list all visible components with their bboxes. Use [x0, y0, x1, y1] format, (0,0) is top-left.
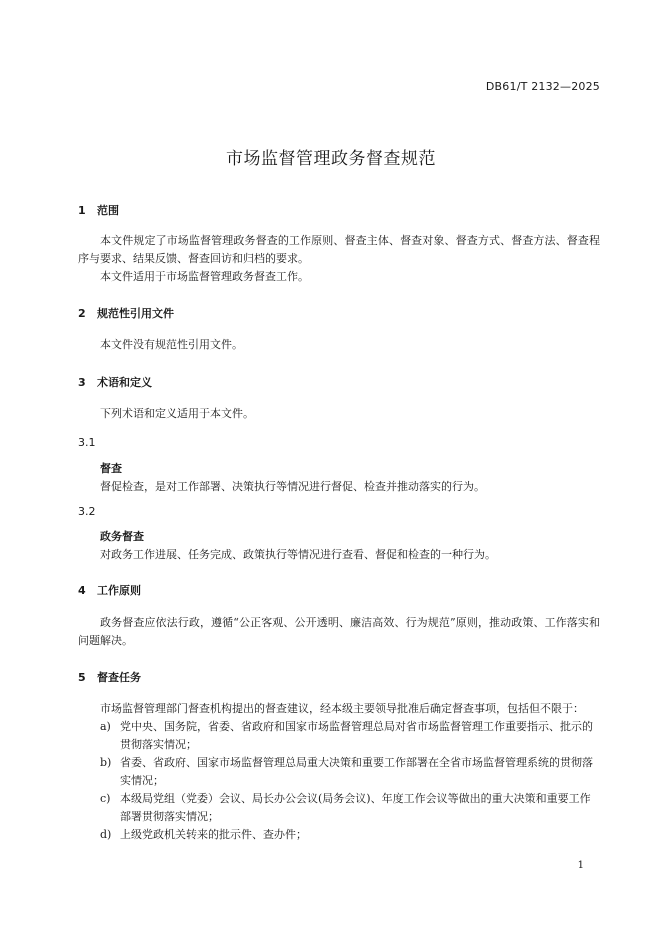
section-number: 1 [78, 204, 86, 217]
section-title: 术语和定义 [97, 376, 152, 389]
clause-3-1-term: 督查 [100, 462, 122, 475]
list-item-text: 党中央、国务院，省委、省政府和国家市场监督管理总局对省市场监督管理工作重要指示、批示的贯彻落实情况； [120, 720, 593, 751]
clause-3-2-definition: 对政务工作进展、任务完成、政策执行等情况进行查看、督促和检查的一种行为。 [100, 548, 496, 561]
section-title: 范围 [97, 204, 119, 217]
section-2-heading [78, 305, 174, 321]
section-3-paragraph-1: 下列术语和定义适用于本文件。 [100, 407, 254, 420]
list-item [78, 826, 600, 844]
list-item-text: 省委、省政府、国家市场监督管理总局重大决策和重要工作部署在全省市场监督管理系统的贯彻落实情况； [120, 756, 593, 787]
clause-3-1-definition: 督促检查，是对工作部署、决策执行等情况进行督促、检查并推动落实的行为。 [100, 480, 485, 493]
standard-id: DB61/T 2132—2025 [485, 80, 600, 93]
section-number: 4 [78, 584, 86, 597]
section-5-heading [78, 669, 141, 685]
list-marker: b) [100, 756, 112, 769]
document-title: 市场监督管理政务督查规范 [226, 149, 436, 169]
list-item [78, 754, 600, 790]
section-1-heading [78, 202, 119, 218]
section-5-paragraph-1: 市场监督管理部门督查机构提出的督查建议，经本级主要领导批准后确定督查事项，包括但不限于： [100, 702, 584, 715]
section-number: 5 [78, 671, 86, 684]
list-item [78, 790, 600, 826]
section-1-paragraph-1: 本文件规定了市场监督管理政务督查的工作原则、督查主体、督查对象、督查方式、督查方法、督查程序与要求、结果反馈、督查回访和归档的要求。 [78, 234, 600, 265]
clause-3-2-term: 政务督查 [100, 530, 144, 543]
section-title: 规范性引用文件 [97, 307, 174, 320]
list-marker: c) [100, 792, 111, 805]
list-marker: d) [100, 828, 112, 841]
section-3-heading [78, 374, 152, 390]
section-number: 3 [78, 376, 86, 389]
list-item [78, 718, 600, 754]
section-title: 督查任务 [97, 671, 141, 684]
section-1-paragraph-2: 本文件适用于市场监督管理政务督查工作。 [100, 270, 309, 283]
section-4-heading [78, 582, 141, 598]
section-title: 工作原则 [97, 584, 141, 597]
clause-3-1-number: 3.1 [78, 436, 96, 449]
clause-3-2-number: 3.2 [78, 505, 96, 518]
section-4-paragraph-1: 政务督查应依法行政，遵循“公正客观、公开透明、廉洁高效、行为规范”原则，推动政策、工作落实和问题解决。 [78, 616, 600, 647]
list-item-text: 上级党政机关转来的批示件、查办件； [120, 828, 307, 841]
list-marker: a) [100, 720, 111, 733]
page-number: 1 [577, 860, 584, 871]
section-number: 2 [78, 307, 86, 320]
section-2-paragraph-1: 本文件没有规范性引用文件。 [100, 338, 243, 351]
list-item-text: 本级局党组（党委）会议、局长办公会议(局务会议)、年度工作会议等做出的重大决策和重要工作部署贯彻落实情况； [120, 792, 591, 823]
